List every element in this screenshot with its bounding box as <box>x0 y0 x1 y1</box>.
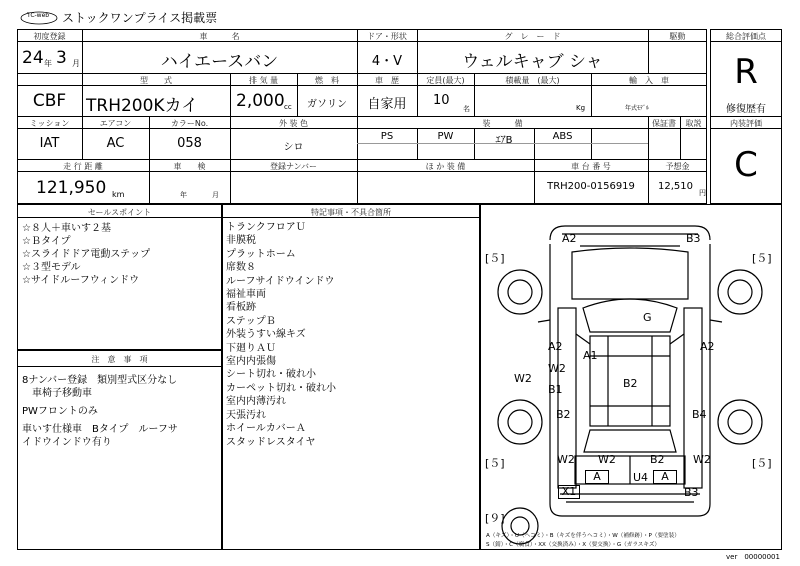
label-import: 輸 入 車 <box>629 76 669 85</box>
damage-mark: W2 <box>598 453 616 466</box>
exterior-color: シロ <box>283 142 304 153</box>
remarks-list <box>226 221 336 449</box>
label-other-equipment: ほ か 装 備 <box>425 162 466 171</box>
tire-label-rear-right: [５] <box>752 457 772 470</box>
label-exterior: 外 装 色 <box>278 119 309 128</box>
damage-mark: W2 <box>693 453 711 466</box>
logo-text: TC-web <box>27 12 50 19</box>
notes-list <box>22 374 178 449</box>
version-label: ver 00000001 <box>726 553 780 561</box>
damage-mark: B4 <box>692 408 707 421</box>
sales-points-list <box>22 222 150 287</box>
label-overall-score: 総合評価点 <box>726 32 766 41</box>
list-item: 外装うすい線キズ <box>226 329 306 341</box>
damage-mark: A2 <box>700 340 715 353</box>
list-item: ホイールカバーＡ <box>226 423 306 435</box>
color-no: 058 <box>177 136 202 151</box>
list-item: 席数８ <box>226 262 256 274</box>
damage-mark: B2 <box>623 377 638 390</box>
capacity: 10 <box>433 93 450 108</box>
label-manual: 取説 <box>685 119 702 128</box>
label-equipment: 装 備 <box>482 119 523 128</box>
fuel: ガソリン <box>307 99 347 110</box>
displacement: 2,000 <box>236 91 285 111</box>
label-history: 車 歴 <box>375 76 399 85</box>
list-item: ☆Ｂタイプ <box>22 236 71 247</box>
interior-score: C <box>734 145 758 185</box>
label-fuel: 燃 料 <box>315 76 339 85</box>
grade: ウェルキャブ シャ <box>462 52 603 72</box>
list-item: ☆８人＋車いす２基 <box>22 223 111 234</box>
label-inspection: 車 検 <box>173 162 206 171</box>
damage-mark: X1 <box>558 485 580 499</box>
tire-label-rear-left: [５] <box>485 457 505 470</box>
price-unit: 円 <box>699 189 706 197</box>
damage-mark: W2 <box>557 453 575 466</box>
label-displacement: 排 気 量 <box>248 76 279 85</box>
list-item: ☆３型モデル <box>22 262 81 273</box>
list-item: 福祉車両 <box>226 289 266 301</box>
equipment-2: PW <box>437 131 454 142</box>
notes-title: 注 意 事 項 <box>91 355 148 364</box>
label-mileage: 走 行 距 離 <box>63 162 103 171</box>
label-warranty: 保証書 <box>652 119 676 128</box>
damage-mark: A <box>585 470 609 484</box>
mileage: 121,950 <box>36 178 107 198</box>
label-color-no: カラーNo. <box>170 119 209 128</box>
damage-mark: B3 <box>684 486 699 499</box>
list-item: ☆スライドドア電動ステップ <box>22 249 151 260</box>
capacity-unit: 名 <box>463 105 470 113</box>
list-item: シート切れ・破れ小 <box>226 369 316 381</box>
mission: IAT <box>39 136 60 151</box>
expected-price: 12,510 <box>658 181 693 192</box>
list-item: プラットホーム <box>226 248 296 260</box>
list-item: トランクフロアＵ <box>226 222 306 233</box>
equipment-1: PS <box>380 131 394 142</box>
label-mission: ミッション <box>29 119 70 128</box>
damage-mark: B2 <box>556 408 571 421</box>
load-unit: Kg <box>576 104 586 112</box>
page-title: ストックワンプライス掲載票 <box>62 11 218 25</box>
damage-mark: B2 <box>650 453 665 466</box>
displacement-unit: cc <box>284 103 292 111</box>
list-item: 車いす仕様車 Bタイプ ルーフサ <box>22 424 178 435</box>
list-item: 天張汚れ <box>226 409 266 421</box>
list-item: 室内内薄汚れ <box>226 396 286 408</box>
inspection-month-unit: 月 <box>212 191 219 199</box>
damage-legend-line1: A（キズ）・U（ヘコミ）・B（キズを伴うヘコミ）・W（補修跡）・P（要塗装） <box>486 533 680 539</box>
label-aircon: エアコン <box>99 119 132 128</box>
tire-label-front-left: [５] <box>485 252 505 265</box>
reg-month: 3 <box>56 48 67 68</box>
list-item: 室内内張傷 <box>226 356 276 368</box>
list-item: 8ナンバー登録 類別型式区分なし <box>22 375 178 386</box>
vin: TRH200-0156919 <box>547 181 635 192</box>
label-load: 積載量 (最大) <box>505 76 560 85</box>
damage-legend-line2: S（錆）・C（腐食）・XX（交換済み）・X（要交換）・G（ガラスキズ） <box>486 542 661 548</box>
label-price: 予想金 <box>665 162 690 171</box>
list-item: 車椅子移動車 <box>22 388 92 399</box>
inspection-year-unit: 年 <box>180 191 187 199</box>
damage-mark: W2 <box>514 372 532 385</box>
mileage-unit: km <box>112 190 125 199</box>
list-item: ステップＢ <box>226 315 276 327</box>
damage-mark: A2 <box>548 340 563 353</box>
remarks-title: 特記事項・不具合箇所 <box>311 208 391 217</box>
list-item: PWフロントのみ <box>22 406 98 417</box>
vehicle-name: ハイエースバン <box>160 52 279 72</box>
label-plate: 登録ナンバー <box>269 162 318 171</box>
list-item: ☆サイドルーフウィンドウ <box>22 275 140 286</box>
damage-mark: A2 <box>562 232 577 245</box>
reg-year-unit: 年 <box>44 59 52 68</box>
sales-points-title: セールスポイント <box>87 208 152 217</box>
overall-score: R <box>734 52 758 92</box>
list-item: ルーフサイドウインドウ <box>226 275 335 287</box>
damage-mark: B3 <box>686 232 701 245</box>
label-drive: 駆動 <box>669 32 686 41</box>
label-first-reg: 初度登録 <box>33 32 66 41</box>
equipment-4: ABS <box>552 131 573 142</box>
import-note: 年式ﾓﾃﾞﾙ <box>625 105 650 112</box>
list-item: 看板跡 <box>226 302 256 314</box>
list-item: 非膜税 <box>226 235 256 247</box>
label-model: 型 式 <box>140 76 172 85</box>
aircon: AC <box>106 136 125 151</box>
model-prefix: CBF <box>32 91 67 111</box>
tire-label-spare: [９] <box>485 512 505 525</box>
reg-month-unit: 月 <box>72 59 80 68</box>
reg-year: 24 <box>22 48 44 68</box>
vehicle-history: 自家用 <box>367 97 407 112</box>
damage-mark: A1 <box>583 349 598 362</box>
damage-mark: A <box>653 470 677 484</box>
label-interior-score: 内装評価 <box>730 119 762 128</box>
list-item: イドウインドウ有り <box>22 437 112 448</box>
list-item: スタッドレスタイヤ <box>226 436 316 448</box>
label-vin: 車 台 番 号 <box>571 162 611 171</box>
model: TRH200Kカイ <box>86 96 199 116</box>
label-name: 車 名 <box>199 32 240 41</box>
label-doors: ドア・形状 <box>367 32 407 41</box>
logo <box>20 10 58 24</box>
doors-shape: 4・V <box>371 54 403 69</box>
damage-mark: G <box>643 311 652 324</box>
label-grade: グ レ ー ド <box>504 32 561 41</box>
damage-mark: W2 <box>548 362 566 375</box>
damage-mark: B1 <box>548 383 563 396</box>
list-item: 下廻りＡＵ <box>226 342 276 354</box>
tire-label-front-right: [５] <box>752 252 772 265</box>
equipment-3: ｴｱB <box>495 135 513 146</box>
label-capacity: 定員(最大) <box>426 76 465 85</box>
overall-score-note: 修復歴有 <box>726 104 766 115</box>
list-item: カーペット切れ・破れ小 <box>226 382 336 394</box>
damage-mark: U4 <box>633 471 649 484</box>
